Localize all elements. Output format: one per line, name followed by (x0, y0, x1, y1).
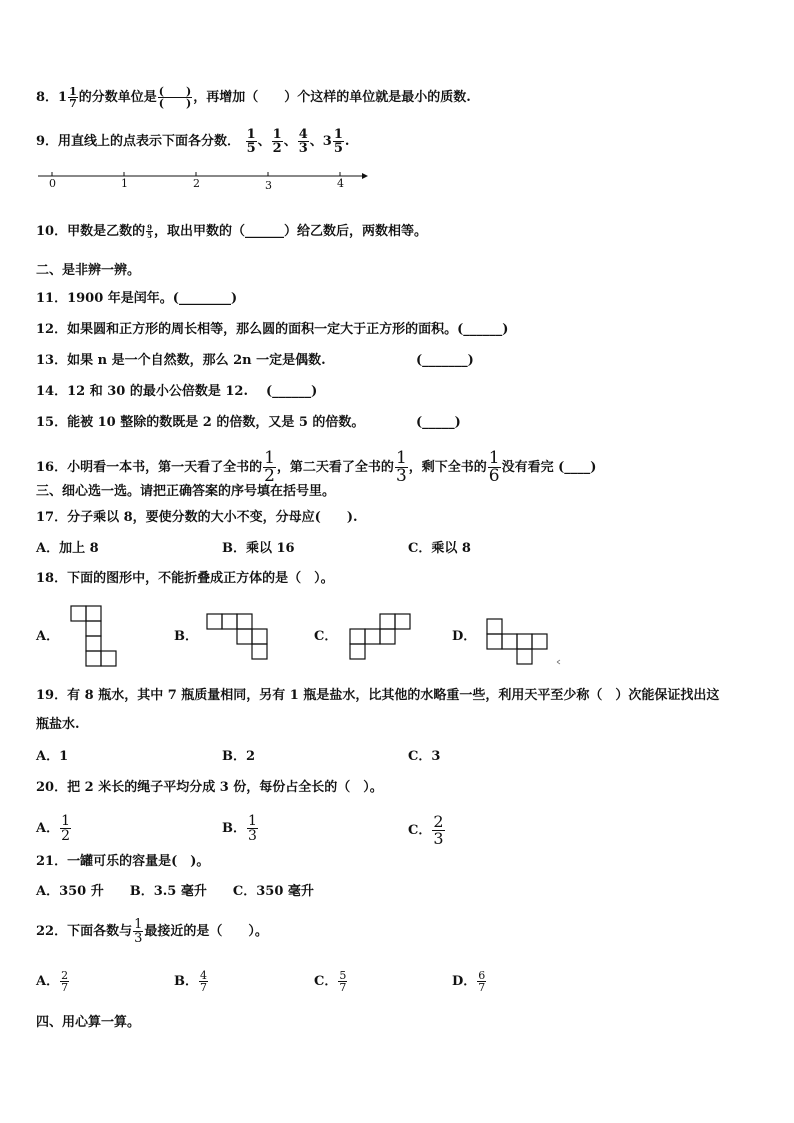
question-19: 19．有 8 瓶水，其中 7 瓶质量相同，另有 1 瓶是盐水，比其他的水略重一些，利用天平至少称（ ）次能保证找出这 (36, 688, 720, 703)
section-2-heading: 二、是非辨一辨。 (36, 263, 141, 278)
cube-net-b (207, 614, 267, 659)
question-20: 20．把 2 米长的绳子平均分成 3 份，每份占全长的（ ）。 (36, 780, 383, 795)
mixed-fraction: $\frac{1}{7}$ (69, 85, 77, 110)
option-c[interactable]: C． (314, 629, 338, 644)
option-b[interactable]: B．乘以 16 (222, 541, 295, 556)
fraction: $\frac{1}{3}$ (395, 448, 407, 486)
option-a[interactable]: A． $\frac{1}{2}$ (36, 813, 71, 844)
option-d[interactable]: D． $\frac{6}{7}$ (452, 969, 486, 994)
question-19-cont: 瓶盐水. (36, 717, 80, 732)
tick-label-4: 4 (337, 177, 344, 190)
fraction: $\frac{1}{5}$ (333, 127, 343, 156)
fraction: $\frac{1}{2}$ (272, 127, 282, 156)
question-12: 12．如果圆和正方形的周长相等，那么圆的面积一定大于正方形的面积。(______) (36, 322, 509, 337)
question-22: 22．下面各数与 $\frac{1}{3}$ 最接近的是（ ）。 (36, 917, 268, 946)
fraction: $\frac{1}{6}$ (488, 448, 500, 486)
cube-net-c (350, 614, 410, 659)
question-10: 10．甲数是乙数的 $\frac{9}{5}$ ，取出甲数的（______）给乙数后，两数相等。 (36, 223, 427, 240)
option-b[interactable]: B． (174, 629, 198, 644)
q8-number: 8． (36, 90, 59, 105)
question-16: 16．小明看一本书，第一天看了全书的 $\frac{1}{2}$ ，第二天看了全书的 $\frac{1}{3}$ ，剩下全书的 $\frac{1}{6}$ 没有看完 (____) (36, 448, 597, 486)
option-b[interactable]: B． $\frac{1}{3}$ (222, 813, 257, 844)
tick-label-3: 3 (265, 179, 272, 192)
option-c[interactable]: C．乘以 8 (408, 541, 471, 556)
cube-net-a (71, 606, 116, 666)
tick-label-0: 0 (49, 177, 56, 190)
question-18: 18．下面的图形中，不能折叠成正方体的是（ ）。 (36, 571, 334, 586)
answer-blank-14[interactable]: (______) (266, 384, 318, 399)
question-11: 11．1900 年是闰年。(________) (36, 291, 238, 306)
option-b[interactable]: B．2 (222, 749, 256, 764)
answer-blank-13[interactable]: (_______) (416, 353, 474, 368)
question-15: 15．能被 10 整除的数既是 2 的倍数，又是 5 的倍数。 (36, 415, 365, 430)
section-3-heading: 三、细心选一选。请把正确答案的序号填在括号里。 (36, 484, 336, 499)
option-b[interactable]: B． $\frac{4}{7}$ (174, 969, 207, 994)
option-a[interactable]: A．1 (36, 749, 69, 764)
tick-label-2: 2 (193, 177, 200, 190)
option-a[interactable]: A．加上 8 (36, 541, 99, 556)
option-d[interactable]: D． (452, 629, 477, 644)
question-17: 17．分子乘以 8，要使分数的大小不变，分母应( ). (36, 510, 358, 525)
question-21-options[interactable]: A．350 升 B．3.5 毫升 C．350 毫升 (36, 884, 314, 899)
option-c[interactable]: C． $\frac{2}{3}$ (408, 812, 444, 848)
fraction: $\frac{1}{5}$ (246, 127, 256, 156)
question-8: 8．1 $\frac{1}{7}$ 的分数单位是 $\frac{( )}{( )}$ ，再增加（ ）个这样的单位就是最小的质数. (36, 85, 471, 110)
question-21: 21．一罐可乐的容量是( )。 (36, 854, 210, 869)
unit-fraction-blank[interactable]: $\frac{( )}{( )}$ (158, 85, 192, 110)
fraction: $\frac{1}{2}$ (264, 448, 275, 486)
cube-net-d (487, 619, 547, 664)
question-13: 13．如果 n 是一个自然数，那么 2n 一定是偶数. (36, 353, 326, 368)
question-14: 14．12 和 30 的最小公倍数是 12. (36, 384, 248, 399)
option-a[interactable]: A． (36, 629, 60, 644)
fraction: $\frac{9}{5}$ (147, 223, 152, 240)
answer-blank-15[interactable]: (_____) (416, 415, 461, 430)
tick-label-1: 1 (121, 177, 128, 190)
fraction: $\frac{4}{3}$ (298, 127, 308, 156)
question-9: 9．用直线上的点表示下面各分数． $\frac{1}{5}$ 、 $\frac{1}{2}$ 、 $\frac{4}{3}$ 、3 $\frac{1}{5}$ . (36, 127, 350, 156)
option-a[interactable]: A． $\frac{2}{7}$ (36, 969, 69, 994)
option-c[interactable]: C．3 (408, 749, 441, 764)
section-4-heading: 四、用心算一算。 (36, 1015, 141, 1030)
option-c[interactable]: C． $\frac{5}{7}$ (314, 969, 347, 994)
